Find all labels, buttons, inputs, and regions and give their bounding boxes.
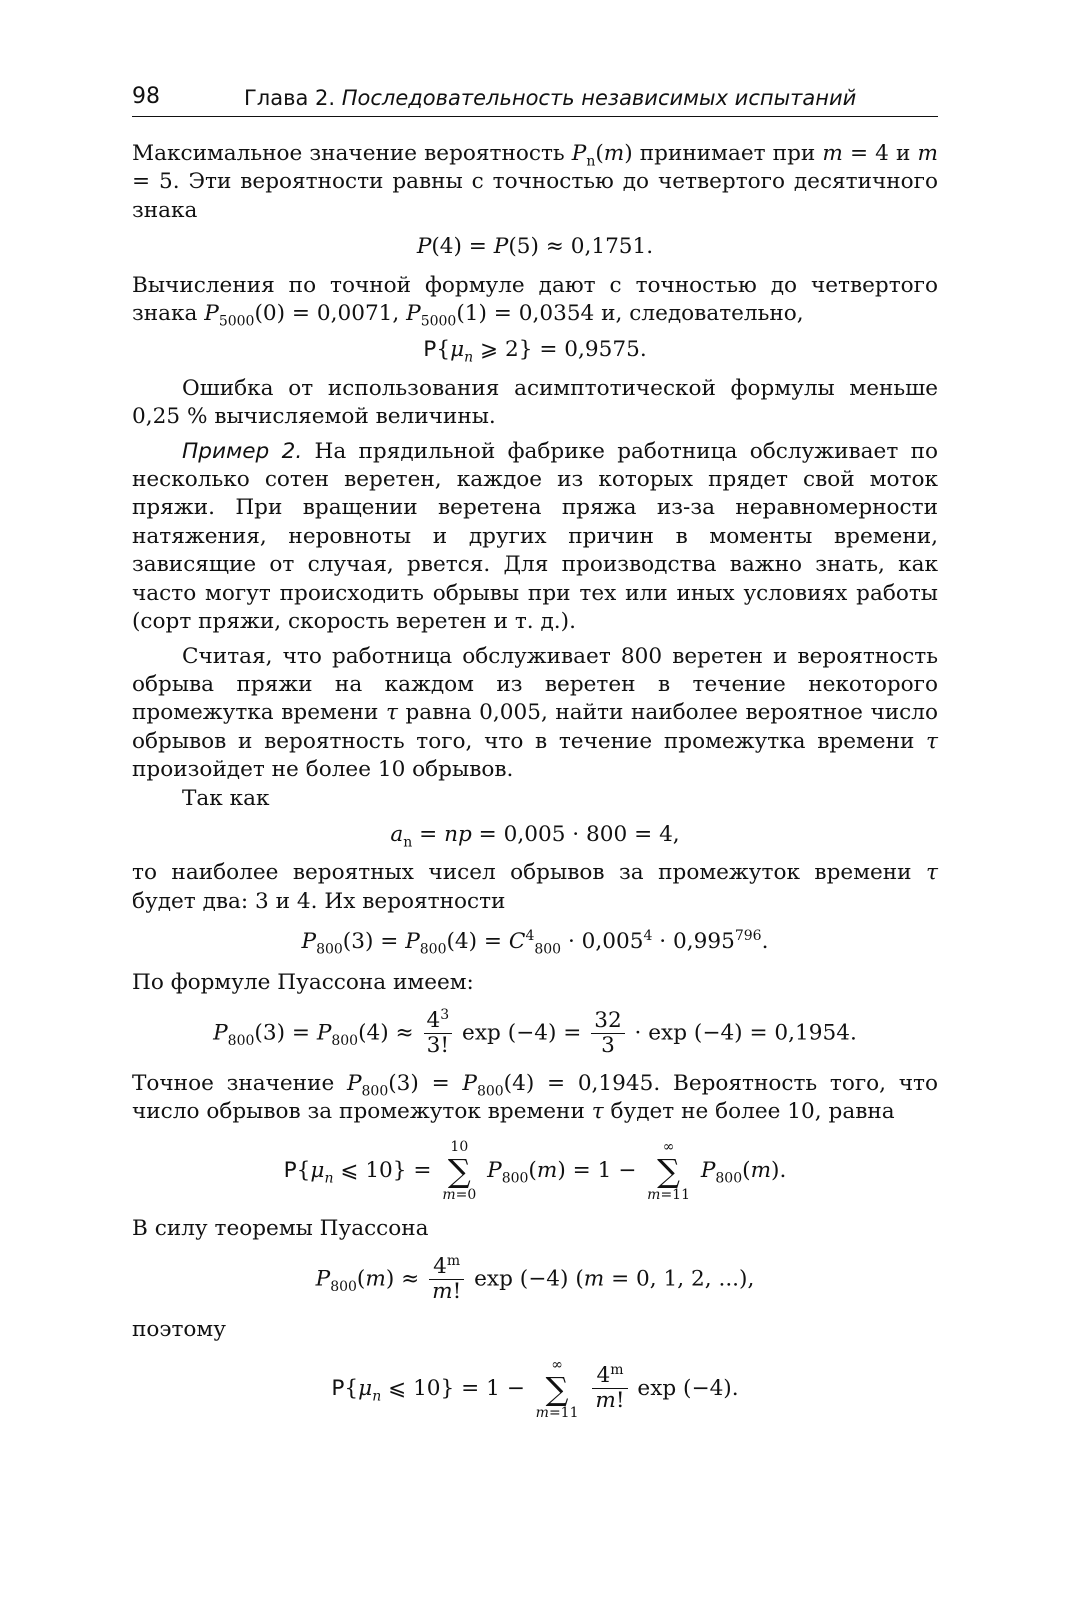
paragraph-7: то наиболее вероятных чисел обрывов за промежуток времени τ будет два: 3 и 4. Их вероятности xyxy=(132,860,938,914)
running-header xyxy=(132,84,938,117)
example-text: На прядильной фабрике работница обслуживает по несколько сотен веретен, каждое из которых прядет свой моток пряжи. При вращении веретена пряжа из-за неравномерности натяжения, неровноты и других причин в моменты времени, зависящие от случая, рвется. Для производства важно знать, как часто могут происходить обрывы при тех или иных условиях работы (сорт пряжи, скорость веретен и т. д.). xyxy=(132,438,938,635)
body-text xyxy=(132,140,938,1433)
equation-6: $P\{\mu_n$ ⩽ 10} = 10 ∑ m=0 $P_{800}(m) = 1$ − ∞ ∑ m=11 $P_{800}(m)$. xyxy=(283,1138,787,1203)
paragraph-example-2 xyxy=(132,438,938,637)
paragraph-6: Так как xyxy=(182,785,270,811)
paragraph-5: Считая, что работница обслуживает 800 веретен и вероятность обрыва пряжи на каждом из веретен в течение некоторого промежутка времени τ равна 0,005, найти наиболее вероятное число обрывов и вероятность того, что в течение промежутка времени τ произойдет не более 10 обрывов. xyxy=(132,643,938,783)
running-title xyxy=(244,86,856,110)
equation-5: $P_{800}(3) = P_{800}(4)$ ≈ $\frac{4^3}{3!}$ exp (−4) = $\frac{32}{3}$ · exp (−4) = 0,1954. xyxy=(213,1006,857,1058)
paragraph-9: Точное значение $P_{800}(3) = P_{800}(4) = 0,1945$. Вероятность того, что число обрывов за промежуток времени τ будет не более 10, равна xyxy=(132,1070,939,1125)
equation-3: $a_n$ = np = 0,005 · 800 = 4, xyxy=(390,821,680,851)
equation-2: $P\{\mu_n$ ⩾ 2} = 0,9575. xyxy=(423,337,647,366)
equation-1: P(4) = P(5) ≈ 0,1751. xyxy=(416,234,654,260)
paragraph-8: По формуле Пуассона имеем: xyxy=(132,969,474,995)
paragraph-3: Ошибка от использования асимптотической формулы меньше 0,25 % вычисляемой величины. xyxy=(132,375,938,430)
equation-8: $P\{\mu_n$ ⩽ 10} = 1 − ∞ ∑ m=11 $\frac{4^m}{m!}$ exp (−4). xyxy=(331,1356,739,1421)
page-number: 98 xyxy=(132,84,160,109)
paragraph-10: В силу теоремы Пуассона xyxy=(132,1215,429,1241)
paragraph-2: Вычисления по точной формуле дают с точностью до четвертого знака $P_{5000}(0) = 0,0071$, $P_{5000}(1) = 0,0354$ и, следовательно, xyxy=(132,272,938,330)
example-label: Пример 2. xyxy=(182,438,303,464)
equation-4: $P_{800}(3) = P_{800}(4) = C^4_{800} \cdot 0,005^4 \cdot 0,995^{796}$. xyxy=(301,927,769,958)
chapter-label: Глава 2. xyxy=(244,86,336,110)
equation-7: $P_{800}(m)$ ≈ $\frac{4^m}{m!}$ exp (−4) (m = 0, 1, 2, ...), xyxy=(315,1253,755,1305)
chapter-title: Последовательность независимых испытаний xyxy=(341,86,857,110)
paragraph-11: поэтому xyxy=(132,1317,226,1343)
paragraph-1: Максимальное значение вероятность $P_n(m)$ принимает при m = 4 и m = 5. Эти вероятности равны с точностью до четвертого десятичного знака xyxy=(132,141,938,223)
